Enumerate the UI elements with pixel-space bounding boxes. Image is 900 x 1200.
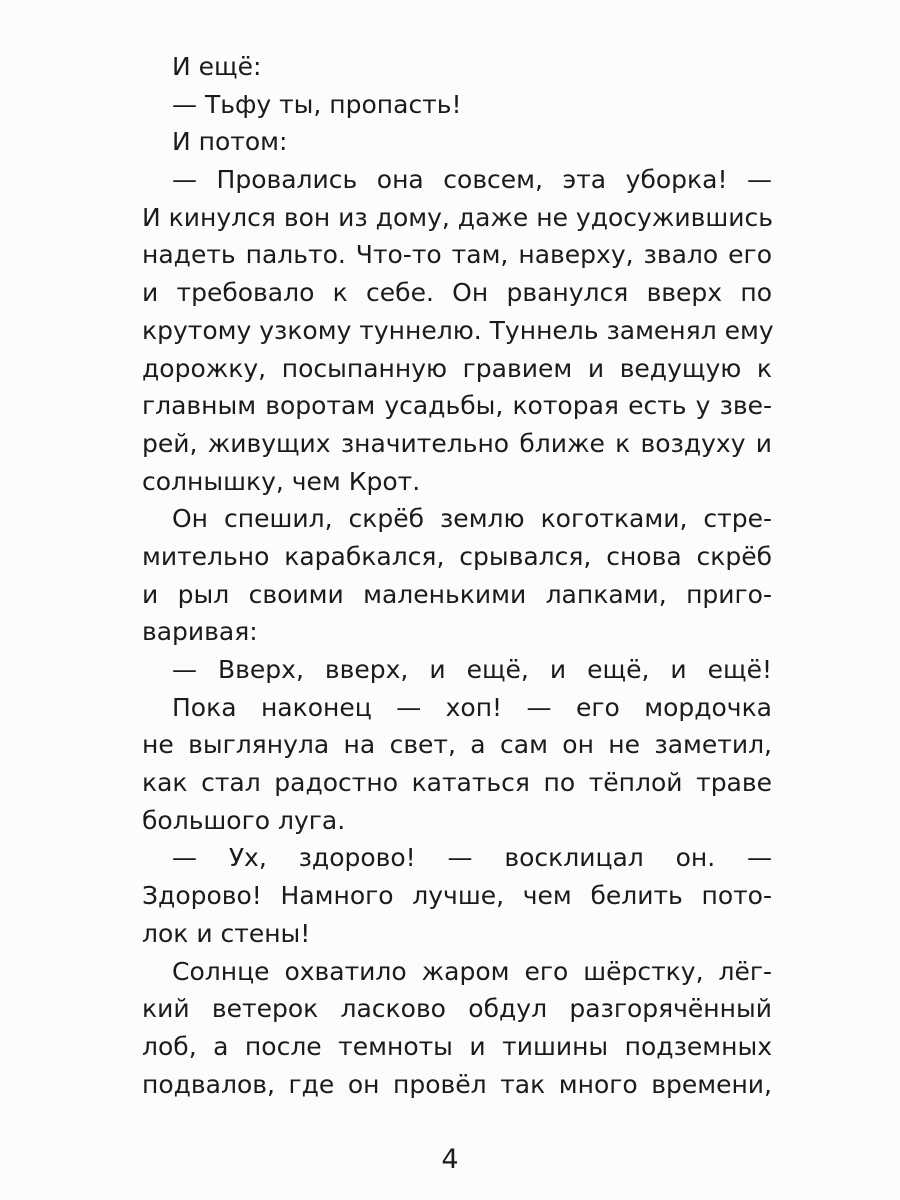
text-line: главным воротам усадьбы, которая есть у зве- — [142, 391, 772, 421]
text-line: Он спешил, скрёб землю коготками, стре- — [172, 504, 772, 534]
text-line: — Провались она совсем, эта уборка! — — [172, 165, 772, 195]
text-line: большого луга. — [142, 805, 346, 835]
text-line: мительно карабкался, срывался, снова скрёб — [142, 541, 772, 571]
text-line: — Ух, здорово! — восклицал он. — — [172, 843, 772, 873]
text-line: И кинулся вон из дому, даже не удосужившись — [142, 202, 773, 232]
text-line: солнышку, чем Крот. — [142, 466, 421, 496]
text-line: Солнце охватило жаром его шёрстку, лёг- — [172, 956, 772, 986]
text-line: И ещё: — [172, 52, 262, 81]
text-line: кий ветерок ласково обдул разгорячённый — [142, 994, 772, 1024]
text-line: — Вверх, вверх, и ещё, и ещё, и ещё! — [172, 655, 772, 684]
text-line: лок и стены! — [142, 918, 311, 948]
text-line: подвалов, где он провёл так много времени, — [142, 1069, 772, 1099]
text-line: не выглянула на свет, а сам он не заметил, — [142, 730, 772, 760]
text-line: надеть пальто. Что-то там, наверху, звало его — [142, 240, 772, 270]
page-text — [142, 48, 772, 1103]
text-line: крутому узкому туннелю. Туннель заменял ему — [142, 315, 774, 345]
text-line: И потом: — [172, 127, 288, 157]
text-line: как стал радостно кататься по тёплой траве — [142, 768, 772, 798]
text-line: рей, живущих значительно ближе к воздуху и — [142, 428, 772, 458]
page-number: 4 — [441, 1144, 459, 1175]
text-line: и требовало к себе. Он рванулся вверх по — [142, 278, 772, 308]
text-line: и рыл своими маленькими лапками, приго- — [142, 579, 772, 609]
text-line: дорожку, посыпанную гравием и ведущую к — [142, 353, 772, 383]
text-line: — Тьфу ты, пропасть! — [172, 89, 462, 119]
text-line: лоб, а после темноты и тишины подземных — [142, 1031, 772, 1061]
text-line: Пока наконец — хоп! — его мордочка — [172, 692, 772, 722]
text-line: Здорово! Намного лучше, чем белить пото- — [142, 881, 772, 911]
text-line: варивая: — [142, 617, 258, 647]
